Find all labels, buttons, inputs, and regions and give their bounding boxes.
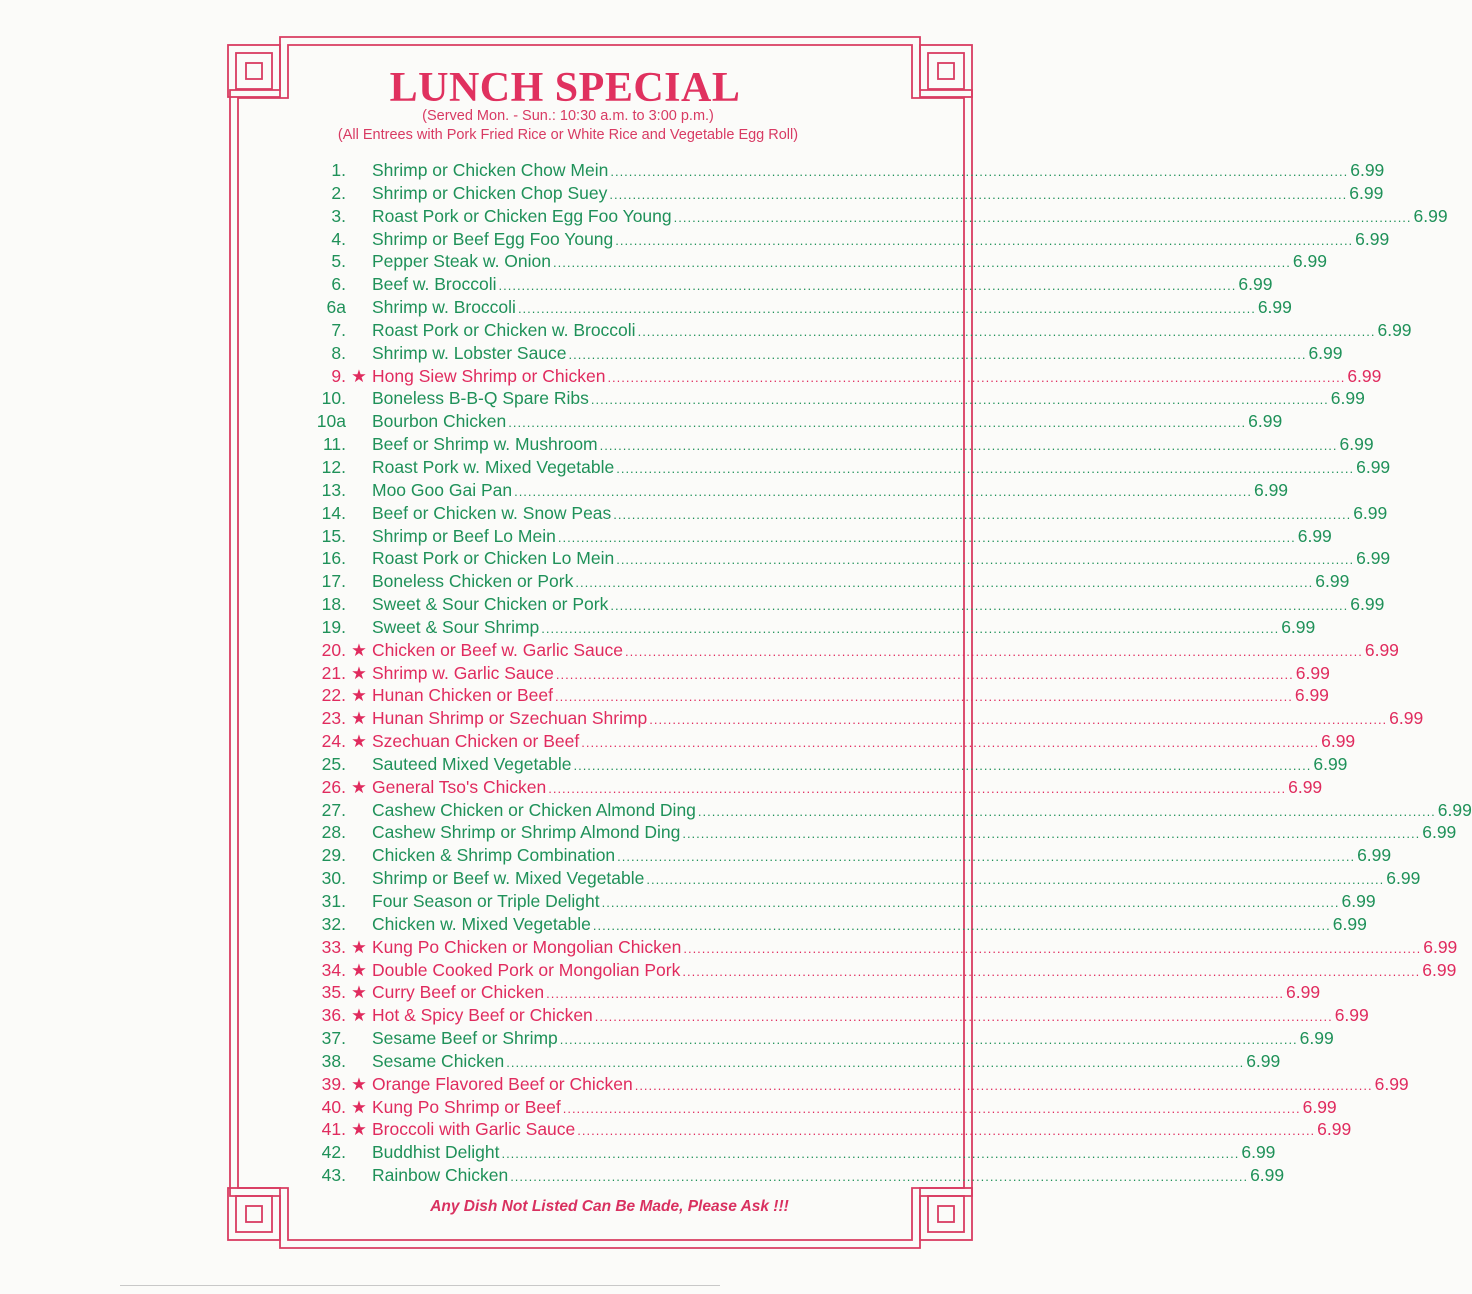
leader-dots: ................................................................................................................................................................: [501, 1146, 1240, 1162]
menu-item: [300, 525, 1332, 548]
item-name: Orange Flavored Beef or Chicken: [372, 1073, 633, 1094]
item-name: Kung Po Chicken or Mongolian Chicken: [372, 936, 682, 957]
item-number: 11.: [322, 434, 346, 455]
item-price: 6.99: [1339, 434, 1374, 455]
item-name: Roast Pork or Chicken Lo Mein: [372, 548, 615, 569]
spicy-star-icon: ★: [351, 776, 367, 797]
item-price: 6.99: [1317, 1119, 1352, 1140]
menu-item: [300, 1073, 1409, 1096]
leader-dots: ................................................................................................................................................................: [508, 415, 1247, 431]
menu-item: [300, 684, 1329, 707]
item-number: 4.: [331, 228, 346, 249]
spicy-star-icon: ★: [351, 365, 367, 386]
leader-dots: ................................................................................................................................................................: [682, 826, 1421, 842]
item-name: Beef or Chicken w. Snow Peas: [372, 502, 612, 523]
menu-item: [300, 433, 1374, 456]
menu-item: [300, 205, 1448, 228]
menu-item: [300, 1050, 1281, 1073]
item-name: Cashew Shrimp or Shrimp Almond Ding: [372, 822, 681, 843]
item-price: 6.99: [1355, 228, 1390, 249]
leader-dots: ................................................................................................................................................................: [592, 917, 1331, 933]
item-name: Sesame Beef or Shrimp: [372, 1028, 558, 1049]
leader-dots: ................................................................................................................................................................: [541, 620, 1280, 636]
menu-item: [300, 410, 1283, 433]
spicy-star-icon: ★: [351, 959, 367, 980]
item-number: 27.: [321, 799, 346, 820]
menu-item: [300, 319, 1412, 342]
item-number: 22.: [321, 685, 346, 706]
item-name: Shrimp w. Lobster Sauce: [372, 342, 567, 363]
leader-dots: ................................................................................................................................................................: [599, 438, 1338, 454]
leader-dots: ................................................................................................................................................................: [577, 1123, 1316, 1139]
item-number: 5.: [331, 251, 346, 272]
menu-item: [300, 867, 1421, 890]
item-name: Cashew Chicken or Chicken Almond Ding: [372, 799, 696, 820]
item-name: Sauteed Mixed Vegetable: [372, 753, 572, 774]
menu-item: [300, 228, 1390, 251]
menu-item: [300, 296, 1292, 319]
item-number: 34.: [321, 959, 346, 980]
item-price: 6.99: [1286, 982, 1321, 1003]
item-name: Shrimp or Beef Lo Mein: [372, 525, 556, 546]
menu-item: [300, 159, 1385, 182]
leader-dots: ................................................................................................................................................................: [575, 575, 1314, 591]
menu-item: [300, 707, 1424, 730]
item-number: 33.: [321, 936, 346, 957]
leader-dots: ................................................................................................................................................................: [697, 803, 1436, 819]
item-name: Hong Siew Shrimp or Chicken: [372, 365, 606, 386]
item-price: 6.99: [1313, 753, 1348, 774]
item-number: 18.: [321, 594, 346, 615]
menu-item: [300, 890, 1376, 913]
menu-item: [300, 1096, 1337, 1119]
spicy-star-icon: ★: [351, 982, 367, 1003]
item-price: 6.99: [1246, 1050, 1281, 1071]
item-name: Chicken & Shrimp Combination: [372, 845, 616, 866]
menu-item: [300, 913, 1367, 936]
leader-dots: ................................................................................................................................................................: [498, 278, 1237, 294]
item-price: 6.99: [1341, 891, 1376, 911]
item-number: 10a: [316, 411, 346, 432]
leader-dots: ................................................................................................................................................................: [649, 712, 1388, 728]
item-price: 6.99: [1374, 1073, 1409, 1094]
item-number: 43.: [321, 1165, 346, 1186]
item-number: 26.: [321, 776, 346, 797]
item-price: 6.99: [1356, 548, 1391, 569]
leader-dots: ................................................................................................................................................................: [616, 460, 1355, 476]
item-number: 40.: [321, 1096, 346, 1117]
item-name: Boneless Chicken or Pork: [372, 571, 574, 592]
spicy-star-icon: ★: [351, 1005, 367, 1026]
leader-dots: ................................................................................................................................................................: [517, 301, 1256, 317]
item-price: 6.99: [1330, 388, 1365, 409]
item-number: 28.: [321, 822, 346, 843]
item-name: Shrimp or Beef Egg Foo Young: [372, 228, 614, 249]
leader-dots: ................................................................................................................................................................: [610, 598, 1349, 614]
item-price: 6.99: [1238, 274, 1273, 295]
item-name: Buddhist Delight: [372, 1142, 500, 1163]
item-name: Sweet & Sour Shrimp: [372, 616, 540, 637]
item-price: 6.99: [1248, 411, 1283, 432]
item-number: 21.: [321, 662, 346, 683]
leader-dots: ................................................................................................................................................................: [601, 895, 1340, 910]
leader-dots: ................................................................................................................................................................: [617, 849, 1356, 865]
item-price: 6.99: [1377, 319, 1412, 340]
item-price: 6.99: [1386, 868, 1421, 889]
item-price: 6.99: [1281, 616, 1316, 637]
item-price: 6.99: [1356, 456, 1391, 477]
item-number: 6a: [326, 297, 346, 318]
item-number: 30.: [321, 868, 346, 889]
menu-item: [300, 776, 1323, 799]
spicy-star-icon: ★: [351, 639, 367, 660]
menu-item: [300, 570, 1350, 593]
item-number: 16.: [321, 548, 346, 569]
item-number: 38.: [321, 1050, 346, 1071]
menu-item: [300, 844, 1392, 867]
item-name: Shrimp or Chicken Chop Suey: [372, 182, 608, 203]
menu-item: [300, 479, 1289, 502]
item-price: 6.99: [1350, 160, 1385, 180]
item-name: Pepper Steak w. Onion: [372, 251, 551, 272]
item-name: Beef w. Broccoli: [372, 274, 497, 295]
menu-title: LUNCH SPECIAL: [389, 65, 741, 111]
menu-item: [300, 959, 1457, 982]
item-name: Curry Beef or Chicken: [372, 982, 545, 1003]
spicy-star-icon: ★: [351, 731, 367, 752]
item-price: 6.99: [1288, 776, 1323, 797]
spicy-star-icon: ★: [351, 936, 367, 957]
item-number: 23.: [321, 708, 346, 729]
leader-dots: ................................................................................................................................................................: [553, 255, 1291, 271]
menu-item: [300, 639, 1399, 662]
menu-item: [300, 799, 1472, 822]
menu-item: [300, 981, 1321, 1004]
item-price: 6.99: [1437, 799, 1472, 820]
item-price: 6.99: [1250, 1165, 1285, 1186]
item-name: General Tso's Chicken: [372, 776, 547, 797]
item-number: 39.: [321, 1073, 346, 1094]
leader-dots: ................................................................................................................................................................: [624, 643, 1363, 659]
leader-dots: ................................................................................................................................................................: [555, 666, 1294, 682]
leader-dots: ................................................................................................................................................................: [562, 1100, 1301, 1116]
item-price: 6.99: [1357, 845, 1392, 866]
item-price: 6.99: [1294, 685, 1329, 706]
item-price: 6.99: [1332, 913, 1367, 934]
item-price: 6.99: [1257, 297, 1292, 318]
menu-item: [300, 456, 1391, 479]
item-name: Shrimp w. Broccoli: [372, 297, 516, 318]
leader-dots: ................................................................................................................................................................: [609, 186, 1348, 202]
entrees-note: (All Entrees with Pork Fried Rice or White Rice and Vegetable Egg Roll): [337, 127, 799, 143]
leader-dots: ................................................................................................................................................................: [646, 872, 1385, 888]
item-price: 6.99: [1315, 571, 1350, 592]
item-price: 6.99: [1302, 1096, 1337, 1117]
menu-item: [300, 1164, 1285, 1187]
item-name: Broccoli with Garlic Sauce: [372, 1119, 576, 1140]
item-price: 6.99: [1349, 182, 1384, 203]
leader-dots: ................................................................................................................................................................: [548, 780, 1287, 796]
leader-dots: ................................................................................................................................................................: [594, 1009, 1333, 1025]
item-price: 6.99: [1347, 365, 1382, 386]
item-name: Hunan Shrimp or Szechuan Shrimp: [372, 708, 648, 729]
item-price: 6.99: [1353, 502, 1388, 523]
item-name: Beef or Shrimp w. Mushroom: [372, 434, 598, 455]
item-price: 6.99: [1308, 342, 1343, 363]
item-price: 6.99: [1295, 662, 1330, 683]
leader-dots: ................................................................................................................................................................: [514, 483, 1252, 499]
menu-item: [300, 273, 1273, 296]
item-price: 6.99: [1321, 731, 1356, 752]
item-name: Boneless B-B-Q Spare Ribs: [372, 388, 589, 409]
spicy-star-icon: ★: [351, 1096, 367, 1117]
item-number: 1.: [331, 160, 346, 180]
menu-item: [300, 753, 1348, 776]
leader-dots: ................................................................................................................................................................: [613, 506, 1352, 522]
item-price: 6.99: [1389, 708, 1424, 729]
spicy-star-icon: ★: [351, 685, 367, 706]
leader-dots: ................................................................................................................................................................: [568, 346, 1307, 362]
item-name: Chicken w. Mixed Vegetable: [372, 913, 591, 934]
spicy-star-icon: ★: [351, 1073, 367, 1094]
leader-dots: ................................................................................................................................................................: [637, 323, 1376, 339]
spicy-star-icon: ★: [351, 662, 367, 683]
item-number: 3.: [331, 205, 346, 226]
leader-dots: ................................................................................................................................................................: [573, 757, 1312, 773]
item-price: 6.99: [1350, 594, 1385, 615]
divider: [120, 1285, 720, 1286]
item-number: 32.: [321, 913, 346, 934]
item-price: 6.99: [1292, 251, 1327, 272]
spicy-star-icon: ★: [351, 708, 367, 729]
menu-item: [300, 250, 1327, 273]
item-price: 6.99: [1299, 1028, 1334, 1049]
menu-item: [300, 936, 1458, 959]
leader-dots: ................................................................................................................................................................: [683, 940, 1422, 956]
leader-dots: ................................................................................................................................................................: [546, 986, 1285, 1002]
leader-dots: ................................................................................................................................................................: [554, 689, 1293, 705]
item-number: 31.: [321, 891, 346, 911]
item-number: 25.: [321, 753, 346, 774]
menu-item: [300, 662, 1330, 685]
item-name: Roast Pork or Chicken w. Broccoli: [372, 319, 636, 340]
item-number: 19.: [321, 616, 346, 637]
menu-item: [300, 387, 1365, 410]
menu-list: [300, 159, 1472, 1187]
item-price: 6.99: [1364, 639, 1399, 660]
item-name: Sweet & Sour Chicken or Pork: [372, 594, 609, 615]
menu-item: [300, 1118, 1352, 1141]
item-number: 8.: [331, 342, 346, 363]
leader-dots: ................................................................................................................................................................: [559, 1032, 1298, 1048]
leader-dots: ................................................................................................................................................................: [615, 232, 1354, 248]
item-number: 12.: [321, 456, 346, 477]
item-name: Chicken or Beef w. Garlic Sauce: [372, 639, 623, 660]
leader-dots: ................................................................................................................................................................: [607, 369, 1346, 385]
item-name: Roast Pork w. Mixed Vegetable: [372, 456, 615, 477]
item-name: Szechuan Chicken or Beef: [372, 731, 580, 752]
item-number: 37.: [321, 1028, 346, 1049]
menu-item: [300, 1027, 1334, 1050]
item-name: Four Season or Triple Delight: [372, 891, 600, 911]
leader-dots: ................................................................................................................................................................: [673, 209, 1412, 225]
menu-item: [300, 342, 1343, 365]
leader-dots: ................................................................................................................................................................: [610, 164, 1349, 179]
menu-item: [300, 1004, 1369, 1027]
item-number: 6.: [331, 274, 346, 295]
item-number: 41.: [321, 1119, 346, 1140]
item-name: Hot & Spicy Beef or Chicken: [372, 1005, 593, 1026]
item-name: Bourbon Chicken: [372, 411, 507, 432]
item-number: 14.: [321, 502, 346, 523]
item-name: Shrimp or Chicken Chow Mein: [372, 160, 609, 180]
item-number: 13.: [321, 479, 346, 500]
menu-item: [300, 821, 1457, 844]
leader-dots: ................................................................................................................................................................: [634, 1077, 1373, 1093]
item-number: 36.: [321, 1005, 346, 1026]
item-name: Roast Pork or Chicken Egg Foo Young: [372, 205, 672, 226]
item-number: 20.: [321, 639, 346, 660]
item-name: Shrimp w. Garlic Sauce: [372, 662, 554, 683]
item-price: 6.99: [1297, 525, 1332, 546]
item-name: Shrimp or Beef w. Mixed Vegetable: [372, 868, 645, 889]
item-name: Kung Po Shrimp or Beef: [372, 1096, 561, 1117]
leader-dots: ................................................................................................................................................................: [616, 552, 1355, 568]
item-name: Sesame Chicken: [372, 1050, 505, 1071]
menu-item: [300, 547, 1391, 570]
item-number: 42.: [321, 1142, 346, 1163]
footer-note: Any Dish Not Listed Can Be Made, Please Ask !!!: [430, 1198, 789, 1215]
item-number: 7.: [331, 319, 346, 340]
leader-dots: ................................................................................................................................................................: [506, 1054, 1245, 1070]
item-price: 6.99: [1253, 479, 1289, 500]
item-number: 10.: [321, 388, 346, 409]
item-price: 6.99: [1422, 822, 1457, 843]
item-number: 24.: [321, 731, 346, 752]
item-number: 35.: [321, 982, 346, 1003]
leader-dots: ................................................................................................................................................................: [590, 392, 1329, 408]
menu-item: [300, 730, 1356, 753]
item-name: Double Cooked Pork or Mongolian Pork: [372, 959, 681, 980]
menu-item: [300, 593, 1385, 616]
served-hours: (Served Mon. - Sun.: 10:30 a.m. to 3:00 p.m.): [422, 108, 714, 124]
item-price: 6.99: [1413, 205, 1448, 226]
leader-dots: ................................................................................................................................................................: [682, 963, 1421, 979]
item-price: 6.99: [1334, 1005, 1369, 1026]
item-number: 2.: [331, 182, 346, 203]
item-name: Rainbow Chicken: [372, 1165, 509, 1186]
menu-item: [300, 502, 1388, 525]
leader-dots: ................................................................................................................................................................: [581, 735, 1320, 751]
leader-dots: ................................................................................................................................................................: [557, 529, 1296, 545]
item-name: Moo Goo Gai Pan: [372, 479, 513, 500]
item-number: 9.: [331, 365, 346, 386]
item-price: 6.99: [1423, 936, 1458, 957]
menu-item: [300, 365, 1382, 388]
item-name: Hunan Chicken or Beef: [372, 685, 553, 706]
item-number: 29.: [321, 845, 346, 866]
item-price: 6.99: [1422, 959, 1457, 980]
menu-item: [300, 1141, 1276, 1164]
menu-item: [300, 616, 1316, 639]
item-number: 17.: [321, 571, 346, 592]
leader-dots: ................................................................................................................................................................: [510, 1169, 1249, 1185]
menu-item: [300, 182, 1384, 205]
item-number: 15.: [321, 525, 346, 546]
item-price: 6.99: [1241, 1142, 1276, 1163]
spicy-star-icon: ★: [351, 1119, 367, 1140]
